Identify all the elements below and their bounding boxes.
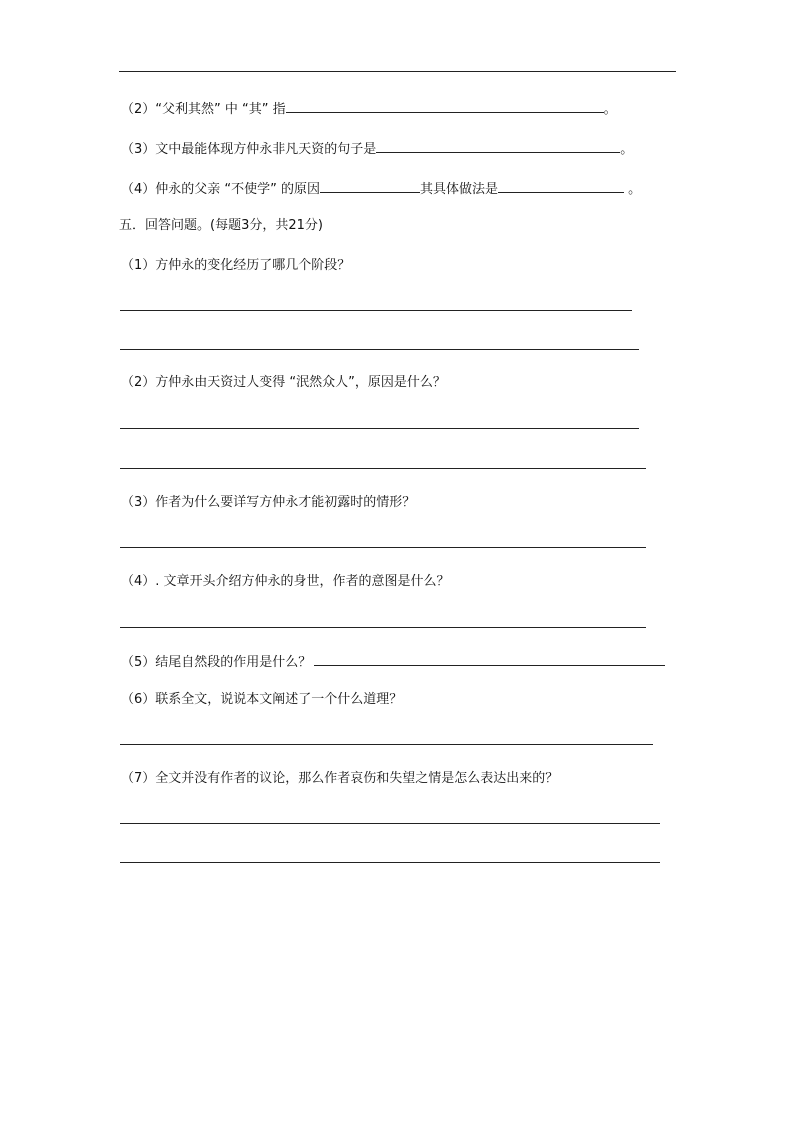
answer-blank[interactable] (376, 139, 620, 153)
question-7: （7）全文并没有作者的议论，那么作者哀伤和失望之情是怎么表达出来的？ (121, 771, 559, 786)
question-3-suffix: 。 (620, 142, 634, 157)
question-4-text: （4）仲永的父亲 “不使学” 的原因 (121, 182, 321, 197)
question-2: （2）方仲永由天资过人变得 “泯然众人”，原因是什么？ (121, 375, 446, 390)
question-6: （6）联系全文，说说本文阐述了一个什么道理？ (121, 692, 403, 707)
answer-line[interactable] (120, 823, 660, 824)
answer-line[interactable] (120, 428, 639, 429)
answer-line[interactable] (120, 310, 632, 311)
question-3-fill (121, 139, 633, 158)
answer-line[interactable] (120, 468, 646, 469)
answer-blank[interactable] (498, 179, 624, 193)
question-5-text: （5）结尾自然段的作用是什么？ (121, 655, 312, 670)
answer-line[interactable] (120, 862, 660, 863)
answer-line[interactable] (120, 349, 639, 350)
question-3-text: （3）文中最能体现方仲永非凡天资的句子是 (121, 142, 377, 157)
question-4-middle: 其具体做法是 (420, 182, 499, 197)
question-2-text: （2）“父利其然” 中 “其” 指 (121, 102, 286, 117)
section-5-title: 五．回答问题。(每题3分，共21分) (119, 218, 323, 233)
question-2-fill (121, 99, 617, 118)
question-1: （1）方仲永的变化经历了哪几个阶段？ (121, 258, 351, 273)
answer-blank[interactable] (320, 179, 420, 193)
answer-line[interactable] (120, 744, 653, 745)
answer-blank[interactable] (286, 99, 604, 113)
question-4: （4）. 文章开头介绍方仲永的身世，作者的意图是什么？ (121, 574, 450, 589)
question-4-suffix: 。 (624, 182, 642, 197)
answer-blank[interactable] (314, 652, 665, 666)
question-5 (121, 652, 665, 671)
question-3: （3）作者为什么要详写方仲永才能初露时的情形？ (121, 495, 416, 510)
question-4-fill (121, 179, 641, 198)
question-2-suffix: 。 (603, 102, 617, 117)
answer-line[interactable] (120, 547, 646, 548)
answer-line[interactable] (120, 627, 646, 628)
header-rule (119, 71, 676, 72)
